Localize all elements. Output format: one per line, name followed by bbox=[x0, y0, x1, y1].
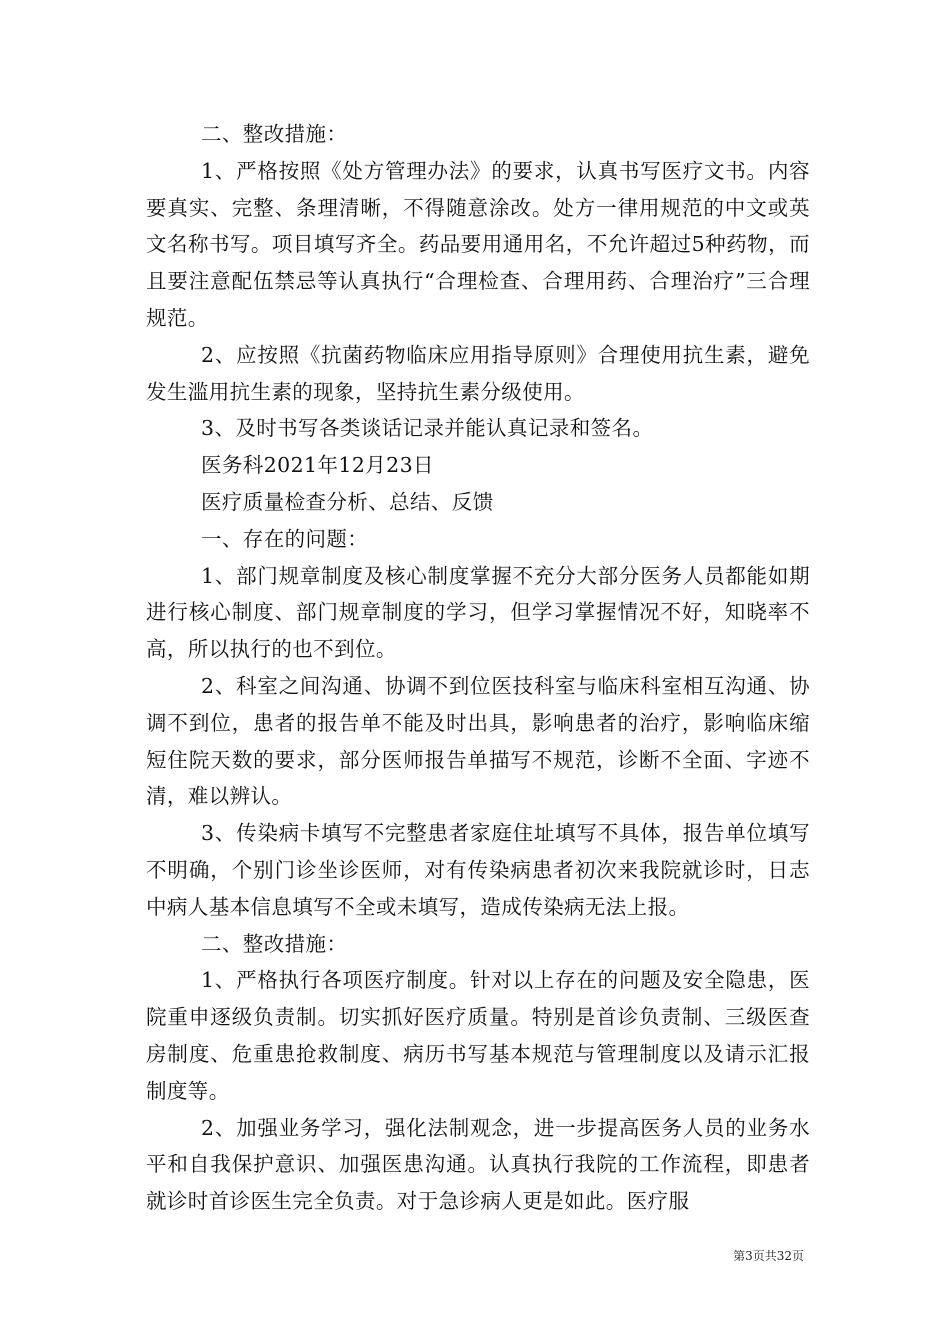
document-body bbox=[146, 116, 810, 1220]
paragraph-infectious-disease-cards: 3、传染病卡填写不完整患者家庭住址填写不具体，报告单位填写不明确，个别门诊坐诊医师，对有传染病患者初次来我院就诊时，日志中病人基本信息填写不全或未填写，造成传染病无法上报。 bbox=[146, 821, 810, 919]
signature-date-line: 医务科2021年12月23日 bbox=[201, 453, 434, 478]
document-subtitle: 医疗质量检查分析、总结、反馈 bbox=[201, 489, 494, 514]
page-number-footer: 第3页共32页 bbox=[733, 1249, 804, 1263]
paragraph-medical-systems: 1、严格执行各项医疗制度。针对以上存在的问题及安全隐患，医院重申逐级负责制。切实抓好医疗质量。特别是首诊负责制、三级医查房制度、危重患抢救制度、病历书写基本规范与管理制度以及请示汇报制度等。 bbox=[146, 968, 810, 1103]
paragraph-antibiotics: 2、应按照《抗菌药物临床应用指导原则》合理使用抗生素，避免发生滥用抗生素的现象，坚持抗生素分级使用。 bbox=[146, 342, 810, 404]
section-heading-rectification-1: 二、整改措施： bbox=[201, 122, 348, 146]
section-heading-rectification-2: 二、整改措施： bbox=[201, 931, 348, 956]
paragraph-conversation-records: 3、及时书写各类谈话记录并能认真记录和签名。 bbox=[201, 416, 654, 441]
paragraph-professional-study: 2、加强业务学习，强化法制观念，进一步提高医务人员的业务水平和自我保护意识、加强医患沟通。认真执行我院的工作流程，即患者就诊时首诊医生完全负责。对于急诊病人更是如此。医疗服 bbox=[146, 1115, 810, 1214]
paragraph-regulations: 1、部门规章制度及核心制度掌握不充分大部分医务人员都能如期进行核心制度、部门规章制度的学习，但学习掌握情况不好，知晓率不高，所以执行的也不到位。 bbox=[146, 563, 810, 662]
section-heading-problems: 一、存在的问题： bbox=[201, 526, 369, 551]
paragraph-department-communication: 2、科室之间沟通、协调不到位医技科室与临床科室相互沟通、协调不到位，患者的报告单不能及时出具，影响患者的治疗，影响临床缩短住院天数的要求，部分医师报告单描写不规范，诊断不全面、字迹不清，难以辨认。 bbox=[146, 673, 810, 809]
paragraph-prescription-rules: 1、严格按照《处方管理办法》的要求，认真书写医疗文书。内容要真实、完整、条理清晰，不得随意涂改。处方一律用规范的中文或英文名称书写。项目填写齐全。药品要用通用名，不允许超过5种药物，而且要注意配伍禁忌等认真执行“合理检查、合理用药、合理治疗”三合理规范。 bbox=[146, 158, 810, 330]
